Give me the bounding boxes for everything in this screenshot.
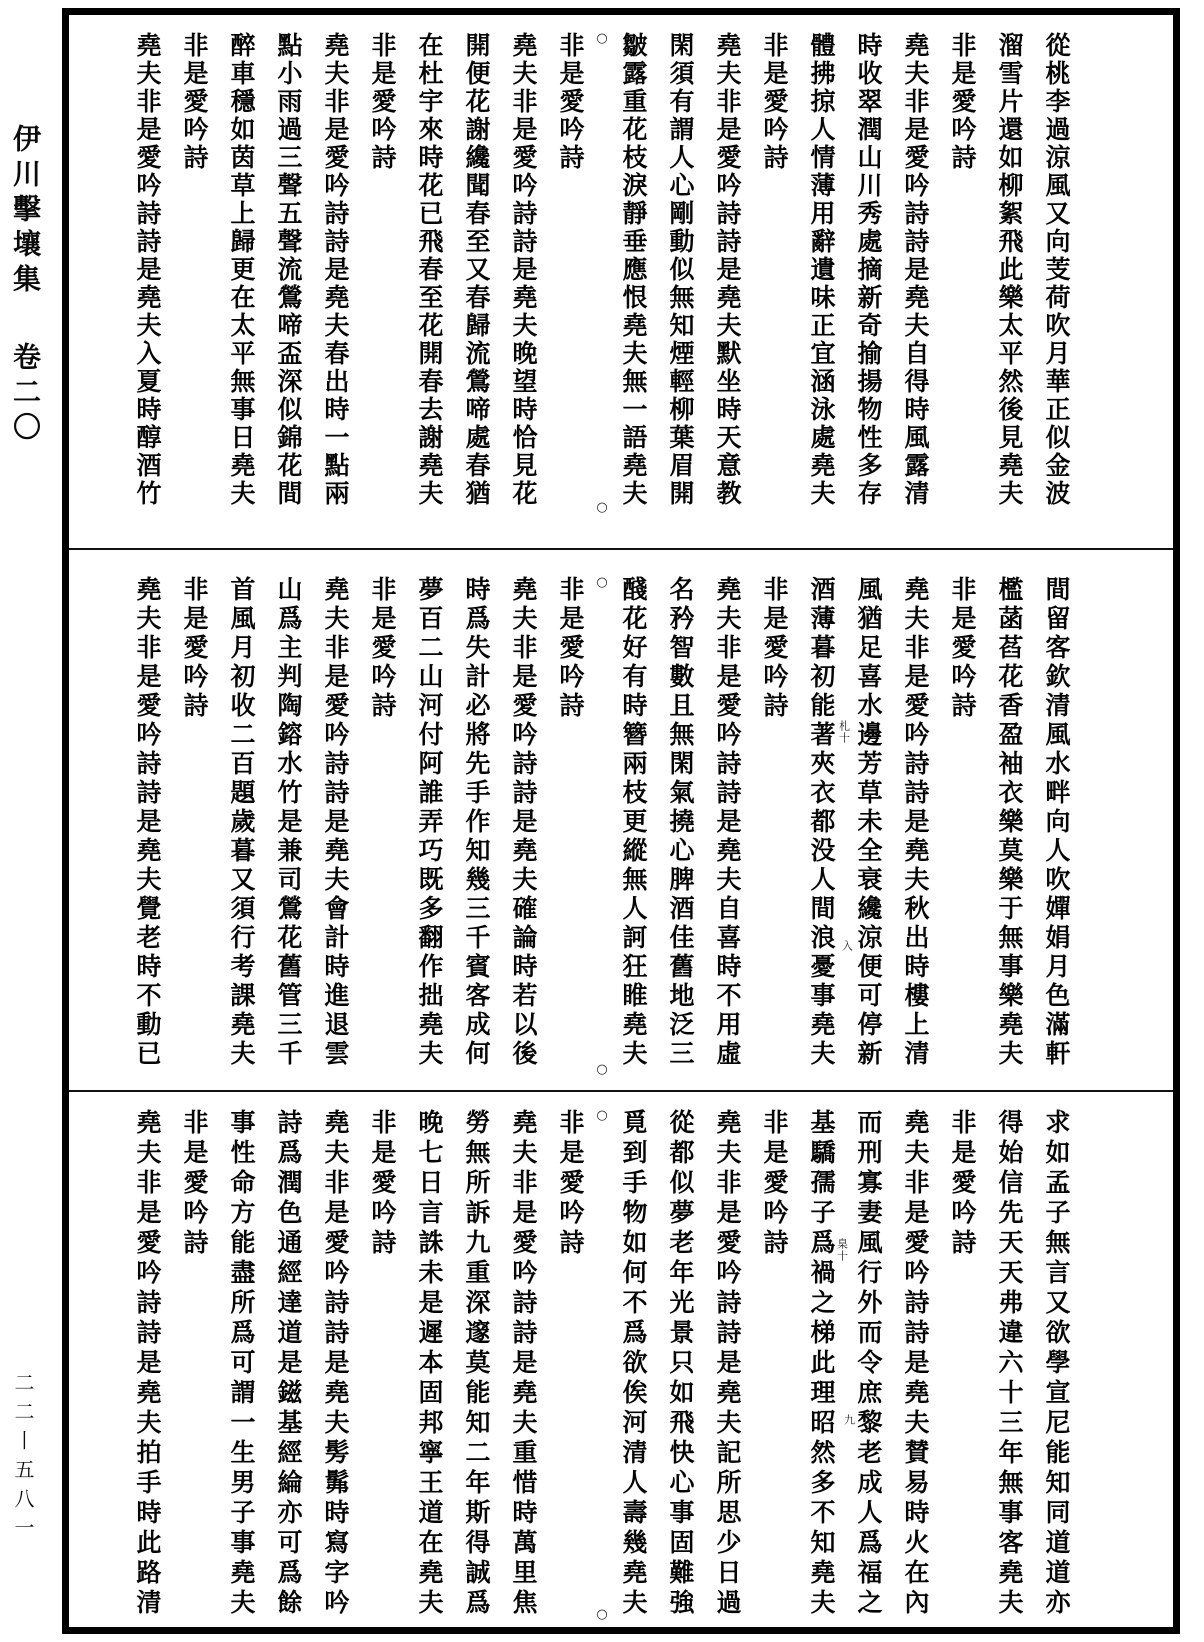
poem-column: 間留客欽清風水畔向人吹嬋娟月色滿軒 <box>1042 576 1071 1069</box>
poem-column: 點小雨過三聲五聲流鶯啼盃深似錦花間 <box>274 32 303 508</box>
poem-column: 堯夫非是愛吟詩詩是堯夫春出時一點兩 <box>321 32 350 508</box>
margin-page-number: 二二丨五八一 <box>11 1372 35 1546</box>
poem-column: 得始信先天天弗違六十三年無事客堯夫 <box>995 1109 1024 1619</box>
poem-column: 晚七日言誅未是遲本固邦寧王道在堯夫 <box>415 1109 444 1619</box>
poem-column: 非是愛吟詩 <box>556 32 585 172</box>
poem-column: 夢百二山河付阿誰弄巧既多翻作拙堯夫 <box>415 576 444 1069</box>
poem-separator-circle: ○ <box>596 1108 608 1123</box>
collation-note: 札十 <box>837 720 851 744</box>
poem-column: 堯夫非是愛吟詩詩是堯夫拍手時此路清 <box>133 1109 162 1619</box>
poem-column: 開便花謝纔聞春至又春歸流鶯啼處春猶 <box>462 32 491 508</box>
poem-separator-circle: ○ <box>596 575 608 590</box>
poem-column: 堯夫非是愛吟詩詩是堯夫賛易時火在內 <box>901 1109 930 1619</box>
poem-column: 堯夫非是愛吟詩詩是堯夫記所思少日過 <box>713 1109 742 1619</box>
poem-column: 基驕孺子爲禍之梯此理昭然多不知堯夫 <box>807 1109 836 1619</box>
poem-column: 非是愛吟詩 <box>948 576 977 721</box>
poem-column: 非是愛吟詩 <box>368 1109 397 1259</box>
poem-separator-gutter <box>594 1109 610 1621</box>
poem-column: 堯夫非是愛吟詩詩是堯夫髣髴時寫字吟 <box>321 1109 350 1619</box>
poem-separator-circle: ○ <box>596 1607 608 1622</box>
poem-column: 非是愛吟詩 <box>760 32 789 172</box>
poem-column: 堯夫非是愛吟詩詩是堯夫覺老時不動已 <box>133 576 162 1069</box>
poem-column: 非是愛吟詩 <box>556 1109 585 1259</box>
margin-book-title: 伊川擊壤集 <box>9 124 42 299</box>
poem-column: 首風月初收二百題歲暮又須行考課堯夫 <box>227 576 256 1069</box>
poem-column: 非是愛吟詩 <box>760 1109 789 1259</box>
poem-separator-circle: ○ <box>596 500 608 515</box>
poem-column: 非是愛吟詩 <box>180 576 209 721</box>
poem-column: 堯夫非是愛吟詩詩是堯夫確論時若以後 <box>509 576 538 1069</box>
text-band-top <box>69 15 1173 548</box>
poem-column: 堯夫非是愛吟詩詩是堯夫自喜時不用虛 <box>713 576 742 1069</box>
poem-column: 而刑寡妻風行外而令庶黎老成人爲福之 <box>854 1109 883 1619</box>
poem-column: 山爲主判陶鎔水竹是兼司鶯花舊管三千 <box>274 576 303 1069</box>
poem-column: 在杜宇來時花已飛春至花開春去謝堯夫 <box>415 32 444 508</box>
poem-column: 檻菡萏花香盈袖衣樂莫樂于無事樂堯夫 <box>995 576 1024 1069</box>
poem-column: 酒薄暮初能著夾衣都没人間浪憂事堯夫 <box>807 576 836 1069</box>
poem-column: 詩爲潤色通經達道是鎡基經綸亦可爲餘 <box>274 1109 303 1619</box>
poem-column: 時收翠潤山川秀處摘新奇揄揚物性多存 <box>854 32 883 508</box>
poem-column: 從桃李過涼風又向芰荷吹月華正似金波 <box>1042 32 1071 508</box>
poem-column: 時爲失計必將先手作知幾三千賓客成何 <box>462 576 491 1069</box>
poem-column: 堯夫非是愛吟詩詩是堯夫入夏時醇酒竹 <box>133 32 162 508</box>
poem-column: 堯夫非是愛吟詩詩是堯夫秋出時樓上清 <box>901 576 930 1069</box>
poem-column: 從都似夢老年光景只如飛快心事固難強 <box>666 1109 695 1619</box>
poem-column: 名矜智數且無閑氣撓心脾酒佳舊地泛三 <box>666 576 695 1069</box>
poem-separator-circle: ○ <box>596 31 608 46</box>
collation-note: 九 <box>842 1414 856 1426</box>
poem-separator-gutter <box>594 576 610 1076</box>
poem-column: 非是愛吟詩 <box>948 1109 977 1259</box>
text-band-bottom <box>69 1092 1173 1627</box>
poem-column: 醉車穩如茵草上歸更在太平無事日堯夫 <box>227 32 256 508</box>
poem-column: 非是愛吟詩 <box>368 32 397 172</box>
poem-column: 體拂掠人情薄用辭遺味正宜涵泳處堯夫 <box>807 32 836 508</box>
poem-column: 堯夫非是愛吟詩詩是堯夫晚望時恰見花 <box>509 32 538 508</box>
poem-column: 皺露重花枝淚靜垂應恨堯夫無一語堯夫 <box>619 32 648 508</box>
poem-column: 閑須有謂人心剛動似無知煙輕柳葉眉開 <box>666 32 695 508</box>
poem-column: 堯夫非是愛吟詩詩是堯夫默坐時天意教 <box>713 32 742 508</box>
poem-separator-gutter <box>594 32 610 514</box>
poem-column: 堯夫非是愛吟詩詩是堯夫重惜時萬里焦 <box>509 1109 538 1619</box>
page-frame <box>62 8 1180 1634</box>
poem-column: 堯夫非是愛吟詩詩是堯夫自得時風露清 <box>901 32 930 508</box>
poem-column: 堯夫非是愛吟詩詩是堯夫會計時進退雲 <box>321 576 350 1069</box>
poem-column: 非是愛吟詩 <box>556 576 585 721</box>
poem-column: 求如孟子無言又欲學宣尼能知同道道亦 <box>1042 1109 1071 1619</box>
poem-column: 勞無所訴九重深邃莫能知二年斯得誠爲 <box>462 1109 491 1619</box>
poem-column: 事性命方能盡所爲可謂一生男子事堯夫 <box>227 1109 256 1619</box>
collation-note: 臬十 <box>835 1238 849 1262</box>
poem-column: 溜雪片還如柳絮飛此樂太平然後見堯夫 <box>995 32 1024 508</box>
collation-note: 入 <box>840 940 854 952</box>
poem-column: 非是愛吟詩 <box>180 32 209 172</box>
poem-column: 醆花好有時簪兩枝更縱無人訶狂睢堯夫 <box>619 576 648 1069</box>
poem-separator-circle: ○ <box>596 1062 608 1077</box>
poem-column: 非是愛吟詩 <box>368 576 397 721</box>
margin-volume-label: 卷二〇 <box>9 342 42 447</box>
poem-column: 非是愛吟詩 <box>948 32 977 172</box>
poem-column: 覓到手物如何不爲欲俟河清人壽幾堯夫 <box>619 1109 648 1619</box>
poem-column: 風猶足喜水邊芳草未全衰纔涼便可停新 <box>854 576 883 1069</box>
text-band-middle <box>69 550 1173 1090</box>
poem-column: 非是愛吟詩 <box>760 576 789 721</box>
poem-column: 非是愛吟詩 <box>180 1109 209 1259</box>
